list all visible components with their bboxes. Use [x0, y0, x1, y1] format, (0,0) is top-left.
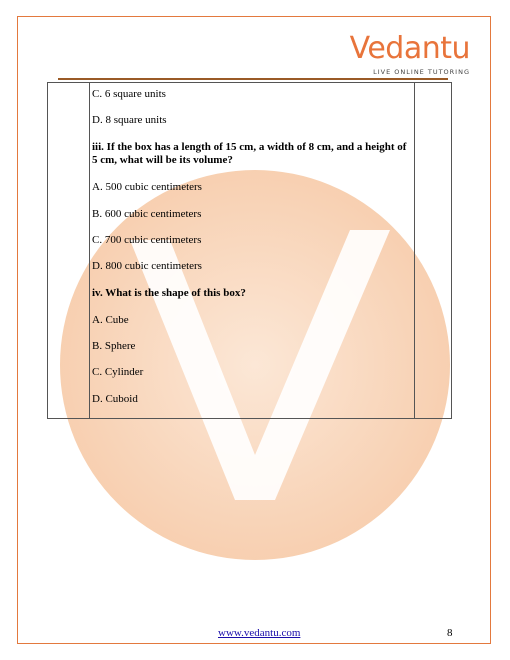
option-text: C. 6 square units [92, 88, 166, 100]
option-text: A. Cube [92, 313, 129, 326]
header-rule [58, 78, 448, 80]
question-text: iii. If the box has a length of 15 cm, a width of 8 cm, and a height of 5 cm, what will be its volume? [92, 140, 407, 167]
table-divider-left [89, 83, 90, 418]
option-text: B. 600 cubic centimeters [92, 207, 202, 220]
option-text: A. 500 cubic centimeters [92, 181, 202, 194]
option-text: B. Sphere [92, 340, 136, 353]
logo-wordmark: Vedantu [349, 31, 470, 66]
option-text: C. Cylinder [92, 366, 144, 379]
logo-tagline: LIVE ONLINE TUTORING [373, 68, 470, 76]
page-number: 8 [447, 627, 453, 639]
footer-website-link[interactable]: www.vedantu.com [218, 627, 301, 639]
option-text: D. 800 cubic centimeters [92, 260, 202, 273]
option-text: C. 700 cubic centimeters [92, 233, 202, 246]
question-content [92, 88, 412, 419]
option-text: D. Cuboid [92, 392, 138, 405]
table-divider-right [414, 83, 415, 418]
question-text: iv. What is the shape of this box? [92, 286, 246, 299]
option-text: D. 8 square units [92, 114, 167, 127]
vedantu-logo [349, 31, 470, 76]
